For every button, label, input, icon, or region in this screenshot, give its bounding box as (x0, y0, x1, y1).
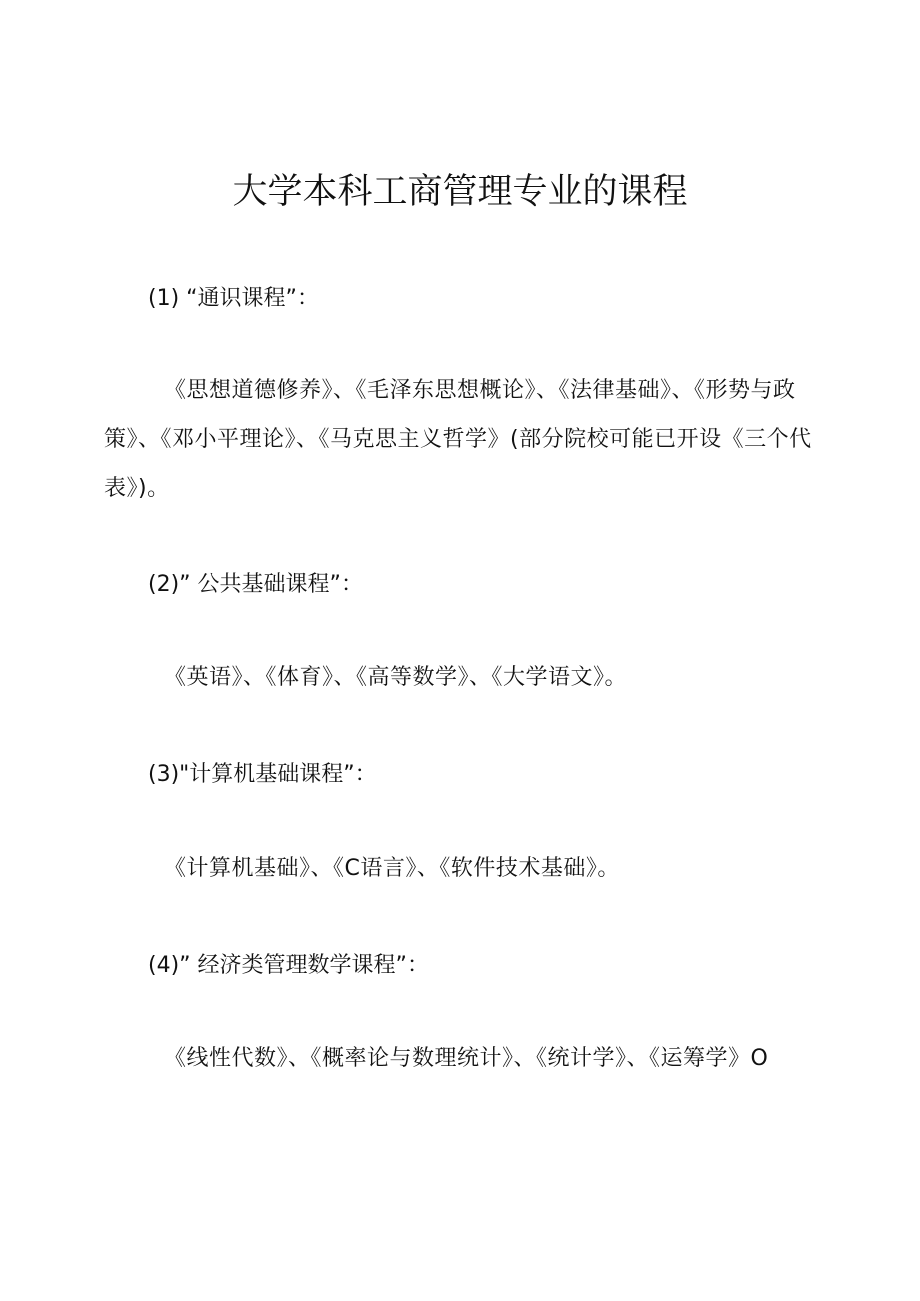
section-body-general-education: 《思想道德修养》、《毛泽东思想概论》、《法律基础》、《形势与政策》、《邓小平理论》、《马克思主义哲学》(部分院校可能已开设《三个代表》)。 (104, 378, 812, 501)
section-body-public-foundation: 《英语》、《体育》、《高等数学》、《大学语文》。 (164, 665, 628, 690)
document-title: 大学本科工商管理专业的课程 (232, 172, 688, 212)
section-heading-computer-foundation: (3)"计算机基础课程”： (148, 762, 377, 787)
section-heading-general-education: (1) “通识课程”： (148, 286, 319, 311)
section-body-economic-math: 《线性代数》、《概率论与数理统计》、《统计学》、《运筹学》O (164, 1046, 769, 1071)
section-heading-economic-math: (4)” 经济类管理数学课程”： (148, 953, 429, 978)
section-body-computer-foundation: 《计算机基础》、《C语言》、《软件技术基础》。 (164, 856, 620, 881)
section-heading-public-foundation: (2)” 公共基础课程”： (148, 572, 363, 597)
